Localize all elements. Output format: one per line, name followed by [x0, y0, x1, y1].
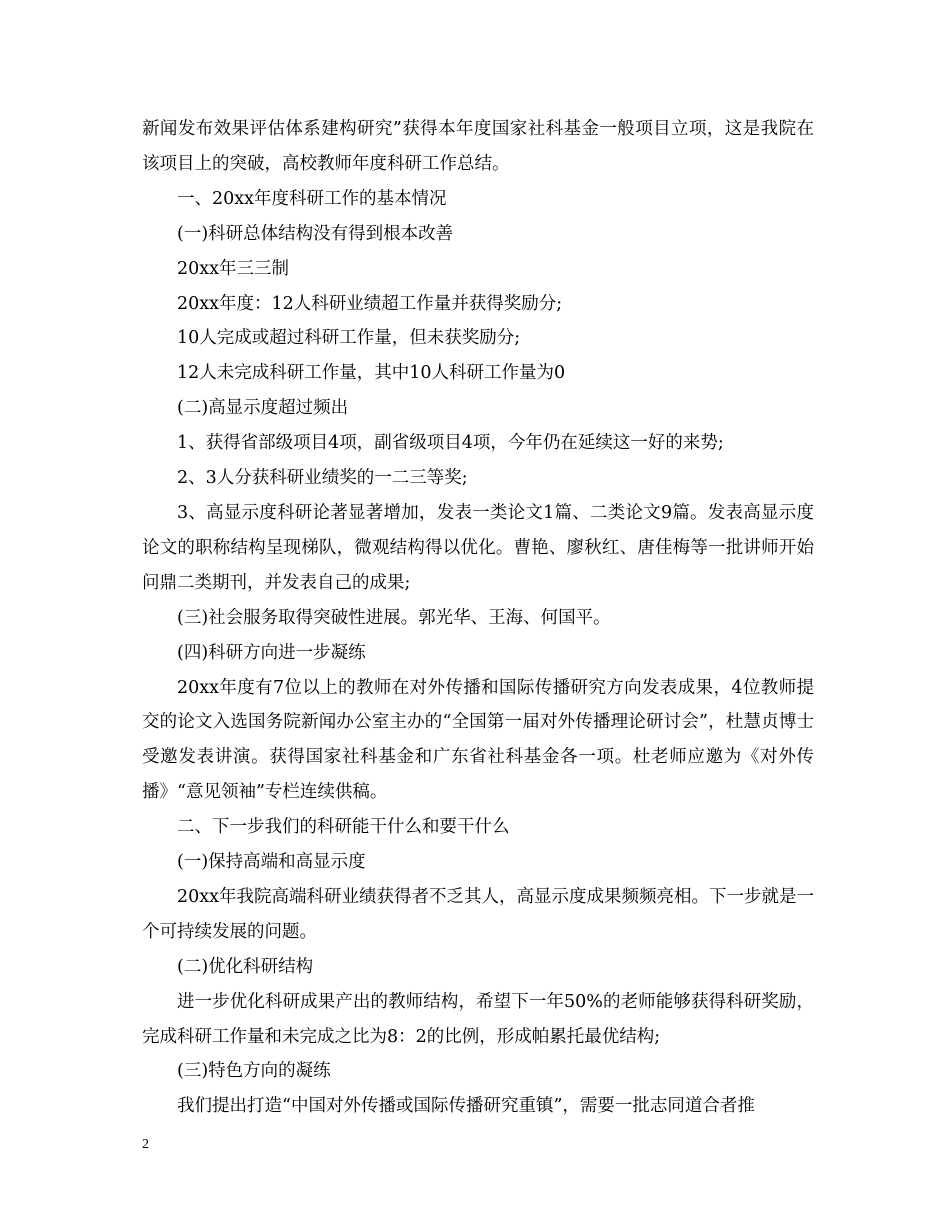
subsection-heading: (二)高显示度超过频出: [177, 398, 349, 419]
list-item: 2、3人分获科研业绩奖的一二三等奖;: [177, 468, 468, 489]
paragraph: 20xx年度有7位以上的教师在对外传播和国际传播研究方向发表成果，4位教师提交的论文入选国务院新闻办公室主办的“全国第一届对外传播理论研讨会”，杜慧贞博士受邀发表讲演。获得国家社科基金和广东省社科基金各一项。杜老师应邀为《对外传播》“意见领袖”专栏连续供稿。: [142, 677, 814, 803]
list-item: 1、获得省部级项目4项，副省级项目4项，今年仍在延续这一好的来势;: [177, 433, 724, 454]
subsection-heading: (一)保持高端和高显示度: [177, 852, 366, 873]
paragraph: 20xx年我院高端科研业绩获得者不乏其人，高显示度成果频频亮相。下一步就是一个可持续发展的问题。: [142, 886, 815, 942]
subsection-heading: (二)优化科研结构: [177, 956, 314, 977]
list-item: 3、高显示度科研论著显著增加，发表一类论文1篇、二类论文9篇。发表高显示度论文的职称结构呈现梯队，微观结构得以优化。曹艳、廖秋红、唐佳梅等一批讲师开始问鼎二类期刊，并发表自己的成果;: [142, 502, 814, 593]
subsection-heading: (四)科研方向进一步凝练: [177, 642, 366, 663]
paragraph: 新闻发布效果评估体系建构研究”获得本年度国家社科基金一般项目立项，这是我院在该项目上的突破，高校教师年度科研工作总结。: [142, 119, 814, 174]
paragraph: 12人未完成科研工作量，其中10人科研工作量为0: [177, 363, 566, 384]
subsection-heading: (三)社会服务取得突破性进展。郭光华、王海、何国平。: [177, 607, 611, 628]
subsection-heading: (一)科研总体结构没有得到根本改善: [177, 223, 454, 244]
section-heading: 二、下一步我们的科研能干什么和要干什么: [177, 817, 510, 838]
page-number: 2: [142, 1137, 149, 1152]
paragraph: 进一步优化科研成果产出的教师结构，希望下一年50%的老师能够获得科研奖励，完成科研工作量和未完成之比为8：2的比例，形成帕累托最优结构;: [142, 991, 814, 1047]
paragraph: 10人完成或超过科研工作量，但未获奖励分;: [177, 328, 521, 349]
document-body: [142, 112, 814, 1124]
paragraph: 我们提出打造“中国对外传播或国际传播研究重镇”，需要一批志同道合者推: [177, 1096, 755, 1117]
subsection-heading: (三)特色方向的凝练: [177, 1061, 331, 1082]
section-heading: 一、20xx年度科研工作的基本情况: [177, 188, 447, 209]
paragraph: 20xx年三三制: [177, 258, 290, 279]
paragraph: 20xx年度：12人科研业绩超工作量并获得奖励分;: [177, 293, 563, 314]
